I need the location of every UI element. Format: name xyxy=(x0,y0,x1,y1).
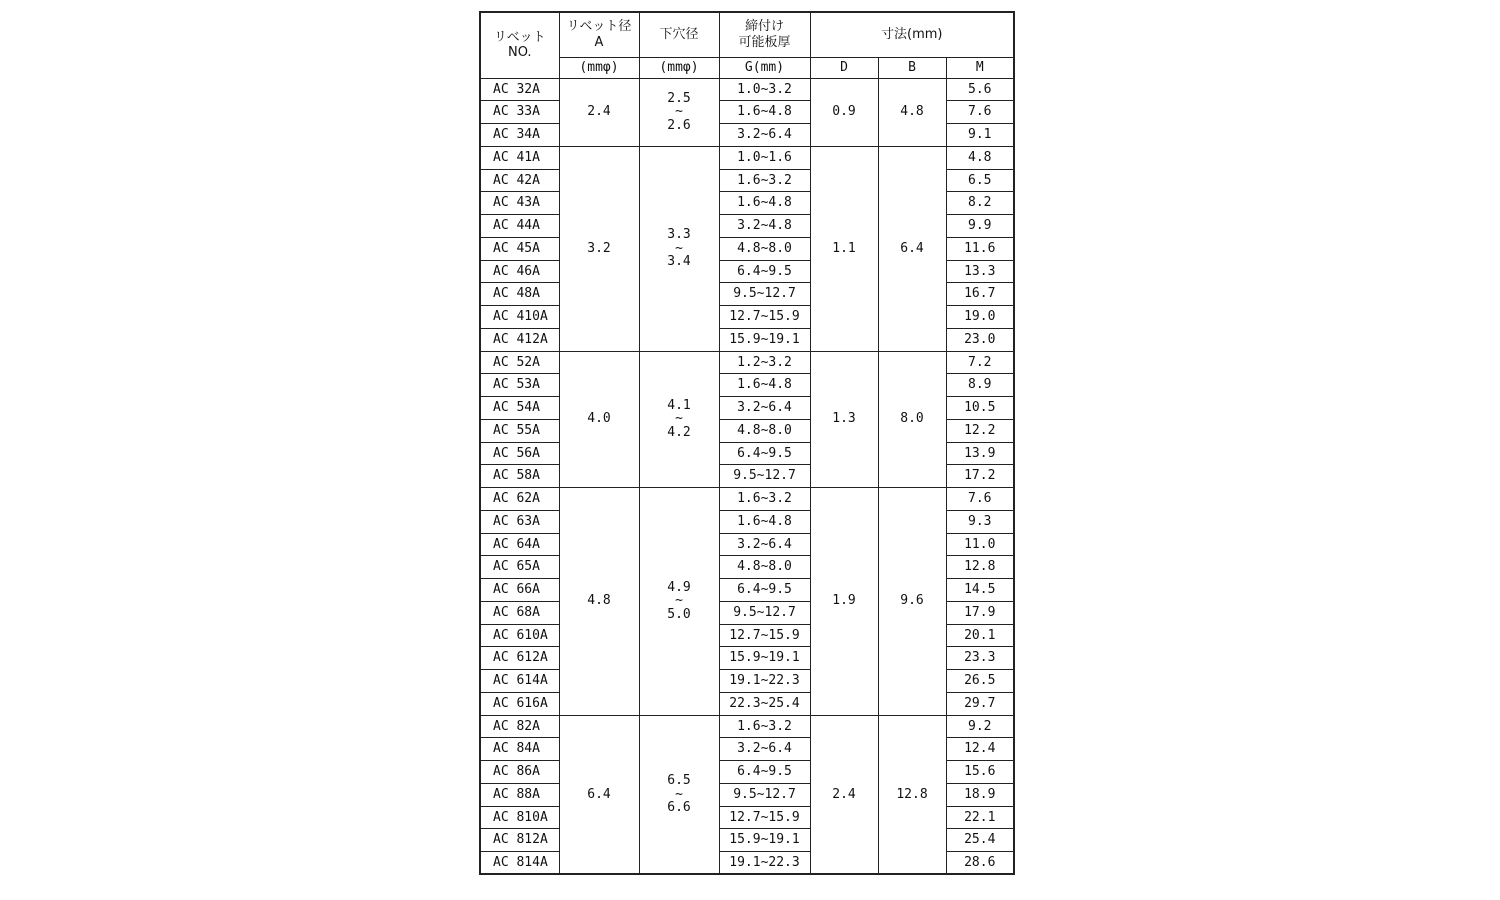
rivet-no-cell: AC 812A xyxy=(480,829,559,852)
rivet-no-cell: AC 43A xyxy=(480,192,559,215)
rivet-no-cell: AC 814A xyxy=(480,852,559,875)
grip-range-cell: 4.8~8.0 xyxy=(719,419,810,442)
dim-m-cell: 5.6 xyxy=(946,78,1014,101)
dim-m-cell: 9.2 xyxy=(946,715,1014,738)
dim-m-cell: 29.7 xyxy=(946,692,1014,715)
dim-b-cell: 6.4 xyxy=(878,146,946,351)
grip-range-cell: 1.2~3.2 xyxy=(719,351,810,374)
grip-range-cell: 3.2~6.4 xyxy=(719,738,810,761)
rivet-no-cell: AC 41A xyxy=(480,146,559,169)
rivet-no-cell: AC 62A xyxy=(480,488,559,511)
header-grip-range: 締付け 可能板厚 xyxy=(719,12,810,57)
dim-m-cell: 26.5 xyxy=(946,670,1014,693)
rivet-diameter-cell: 3.2 xyxy=(559,146,639,351)
rivet-no-cell: AC 44A xyxy=(480,215,559,238)
hole-diameter-cell xyxy=(639,351,719,488)
rivet-no-cell: AC 52A xyxy=(480,351,559,374)
grip-range-cell: 6.4~9.5 xyxy=(719,579,810,602)
grip-range-cell: 3.2~6.4 xyxy=(719,124,810,147)
grip-range-cell: 6.4~9.5 xyxy=(719,442,810,465)
dim-m-cell: 13.3 xyxy=(946,260,1014,283)
grip-range-cell: 3.2~4.8 xyxy=(719,215,810,238)
grip-range-cell: 1.6~3.2 xyxy=(719,488,810,511)
grip-range-cell: 3.2~6.4 xyxy=(719,533,810,556)
dim-m-cell: 18.9 xyxy=(946,783,1014,806)
grip-range-cell: 1.6~3.2 xyxy=(719,715,810,738)
dim-m-cell: 17.2 xyxy=(946,465,1014,488)
rivet-no-cell: AC 32A xyxy=(480,78,559,101)
rivet-no-cell: AC 410A xyxy=(480,306,559,329)
dim-m-cell: 8.2 xyxy=(946,192,1014,215)
grip-range-cell: 1.6~4.8 xyxy=(719,510,810,533)
rivet-no-cell: AC 66A xyxy=(480,579,559,602)
hole-diameter-value: ~ xyxy=(675,240,683,256)
grip-range-cell: 1.0~3.2 xyxy=(719,78,810,101)
grip-range-cell: 4.8~8.0 xyxy=(719,237,810,260)
header-hole-diameter: 下穴径 xyxy=(639,12,719,57)
dim-m-cell: 25.4 xyxy=(946,829,1014,852)
hole-diameter-cell xyxy=(639,78,719,146)
rivet-no-cell: AC 58A xyxy=(480,465,559,488)
rivet-diameter-cell: 2.4 xyxy=(559,78,639,146)
grip-range-cell: 1.6~3.2 xyxy=(719,169,810,192)
dim-m-cell: 11.6 xyxy=(946,237,1014,260)
rivet-no-cell: AC 68A xyxy=(480,601,559,624)
rivet-no-cell: AC 34A xyxy=(480,124,559,147)
hole-diameter-value: 3.3 xyxy=(667,227,691,243)
hole-diameter-value: 4.2 xyxy=(667,425,691,441)
rivet-no-cell: AC 612A xyxy=(480,647,559,670)
header-col-b: B xyxy=(878,57,946,78)
dim-m-cell: 4.8 xyxy=(946,146,1014,169)
hole-diameter-value: 3.4 xyxy=(667,254,691,270)
hole-diameter-value: ~ xyxy=(675,104,683,120)
dim-m-cell: 28.6 xyxy=(946,852,1014,875)
rivet-no-cell: AC 412A xyxy=(480,328,559,351)
dim-b-cell: 8.0 xyxy=(878,351,946,488)
grip-range-cell: 12.7~15.9 xyxy=(719,306,810,329)
hole-diameter-range xyxy=(640,92,719,133)
hole-diameter-value: ~ xyxy=(675,411,683,427)
grip-range-cell: 15.9~19.1 xyxy=(719,328,810,351)
rivet-spec-table xyxy=(479,11,1015,875)
table-body xyxy=(480,78,1014,874)
hole-diameter-cell xyxy=(639,146,719,351)
hole-diameter-value: ~ xyxy=(675,593,683,609)
grip-range-cell: 3.2~6.4 xyxy=(719,397,810,420)
dim-d-cell: 1.1 xyxy=(810,146,878,351)
table-row xyxy=(480,78,1014,101)
header-rivet-diameter: リベット径 A xyxy=(559,12,639,57)
rivet-no-cell: AC 42A xyxy=(480,169,559,192)
hole-diameter-range xyxy=(640,399,719,440)
header-rivet-no: リベット NO. xyxy=(480,12,559,78)
dim-m-cell: 20.1 xyxy=(946,624,1014,647)
grip-range-cell: 6.4~9.5 xyxy=(719,761,810,784)
grip-range-cell: 1.0~1.6 xyxy=(719,146,810,169)
rivet-no-cell: AC 82A xyxy=(480,715,559,738)
rivet-no-cell: AC 65A xyxy=(480,556,559,579)
header-hole-unit: (mmφ) xyxy=(639,57,719,78)
rivet-no-cell: AC 45A xyxy=(480,237,559,260)
dim-m-cell: 7.6 xyxy=(946,101,1014,124)
header-col-m: M xyxy=(946,57,1014,78)
dim-b-cell: 12.8 xyxy=(878,715,946,874)
grip-range-cell: 4.8~8.0 xyxy=(719,556,810,579)
rivet-no-cell: AC 86A xyxy=(480,761,559,784)
hole-diameter-value: ~ xyxy=(675,786,683,802)
dim-m-cell: 11.0 xyxy=(946,533,1014,556)
dim-m-cell: 12.2 xyxy=(946,419,1014,442)
hole-diameter-value: 6.6 xyxy=(667,800,691,816)
rivet-diameter-cell: 4.8 xyxy=(559,488,639,716)
dim-m-cell: 15.6 xyxy=(946,761,1014,784)
grip-range-cell: 22.3~25.4 xyxy=(719,692,810,715)
dim-d-cell: 1.3 xyxy=(810,351,878,488)
rivet-diameter-cell: 6.4 xyxy=(559,715,639,874)
rivet-no-cell: AC 56A xyxy=(480,442,559,465)
table-row xyxy=(480,351,1014,374)
hole-diameter-cell xyxy=(639,715,719,874)
dim-m-cell: 17.9 xyxy=(946,601,1014,624)
dim-m-cell: 12.8 xyxy=(946,556,1014,579)
hole-diameter-value: 4.1 xyxy=(667,397,691,413)
hole-diameter-range xyxy=(640,228,719,269)
hole-diameter-cell xyxy=(639,488,719,716)
rivet-diameter-cell: 4.0 xyxy=(559,351,639,488)
rivet-no-cell: AC 614A xyxy=(480,670,559,693)
header-grip-unit: G(mm) xyxy=(719,57,810,78)
rivet-no-cell: AC 616A xyxy=(480,692,559,715)
grip-range-cell: 15.9~19.1 xyxy=(719,647,810,670)
grip-range-cell: 1.6~4.8 xyxy=(719,101,810,124)
dim-m-cell: 7.6 xyxy=(946,488,1014,511)
rivet-no-cell: AC 63A xyxy=(480,510,559,533)
header-col-d: D xyxy=(810,57,878,78)
hole-diameter-value: 5.0 xyxy=(667,607,691,623)
dim-m-cell: 9.9 xyxy=(946,215,1014,238)
dim-m-cell: 6.5 xyxy=(946,169,1014,192)
rivet-no-cell: AC 810A xyxy=(480,806,559,829)
header-rivet-diameter-unit: (mmφ) xyxy=(559,57,639,78)
hole-diameter-range xyxy=(640,581,719,622)
dim-m-cell: 12.4 xyxy=(946,738,1014,761)
hole-diameter-value: 2.5 xyxy=(667,90,691,106)
dim-m-cell: 10.5 xyxy=(946,397,1014,420)
dim-b-cell: 9.6 xyxy=(878,488,946,716)
dim-m-cell: 23.0 xyxy=(946,328,1014,351)
rivet-no-cell: AC 610A xyxy=(480,624,559,647)
grip-range-cell: 1.6~4.8 xyxy=(719,374,810,397)
grip-range-cell: 9.5~12.7 xyxy=(719,465,810,488)
rivet-no-cell: AC 53A xyxy=(480,374,559,397)
dim-m-cell: 22.1 xyxy=(946,806,1014,829)
rivet-no-cell: AC 88A xyxy=(480,783,559,806)
rivet-no-cell: AC 46A xyxy=(480,260,559,283)
dim-m-cell: 7.2 xyxy=(946,351,1014,374)
hole-diameter-value: 6.5 xyxy=(667,772,691,788)
grip-range-cell: 12.7~15.9 xyxy=(719,624,810,647)
table-row xyxy=(480,715,1014,738)
dim-b-cell: 4.8 xyxy=(878,78,946,146)
dim-m-cell: 8.9 xyxy=(946,374,1014,397)
dim-m-cell: 23.3 xyxy=(946,647,1014,670)
dim-m-cell: 9.3 xyxy=(946,510,1014,533)
dim-d-cell: 2.4 xyxy=(810,715,878,874)
grip-range-cell: 9.5~12.7 xyxy=(719,601,810,624)
dim-m-cell: 16.7 xyxy=(946,283,1014,306)
grip-range-cell: 12.7~15.9 xyxy=(719,806,810,829)
grip-range-cell: 6.4~9.5 xyxy=(719,260,810,283)
hole-diameter-value: 4.9 xyxy=(667,579,691,595)
dim-d-cell: 0.9 xyxy=(810,78,878,146)
rivet-no-cell: AC 55A xyxy=(480,419,559,442)
rivet-no-cell: AC 33A xyxy=(480,101,559,124)
dim-m-cell: 9.1 xyxy=(946,124,1014,147)
grip-range-cell: 15.9~19.1 xyxy=(719,829,810,852)
dim-m-cell: 19.0 xyxy=(946,306,1014,329)
rivet-no-cell: AC 54A xyxy=(480,397,559,420)
table-row xyxy=(480,488,1014,511)
dim-m-cell: 13.9 xyxy=(946,442,1014,465)
rivet-no-cell: AC 64A xyxy=(480,533,559,556)
table-header xyxy=(480,12,1014,78)
table-row xyxy=(480,146,1014,169)
grip-range-cell: 9.5~12.7 xyxy=(719,283,810,306)
dim-m-cell: 14.5 xyxy=(946,579,1014,602)
grip-range-cell: 19.1~22.3 xyxy=(719,852,810,875)
grip-range-cell: 9.5~12.7 xyxy=(719,783,810,806)
dim-d-cell: 1.9 xyxy=(810,488,878,716)
rivet-no-cell: AC 48A xyxy=(480,283,559,306)
hole-diameter-value: 2.6 xyxy=(667,117,691,133)
grip-range-cell: 1.6~4.8 xyxy=(719,192,810,215)
hole-diameter-range xyxy=(640,774,719,815)
grip-range-cell: 19.1~22.3 xyxy=(719,670,810,693)
rivet-no-cell: AC 84A xyxy=(480,738,559,761)
header-dimensions: 寸法(mm) xyxy=(810,12,1014,57)
